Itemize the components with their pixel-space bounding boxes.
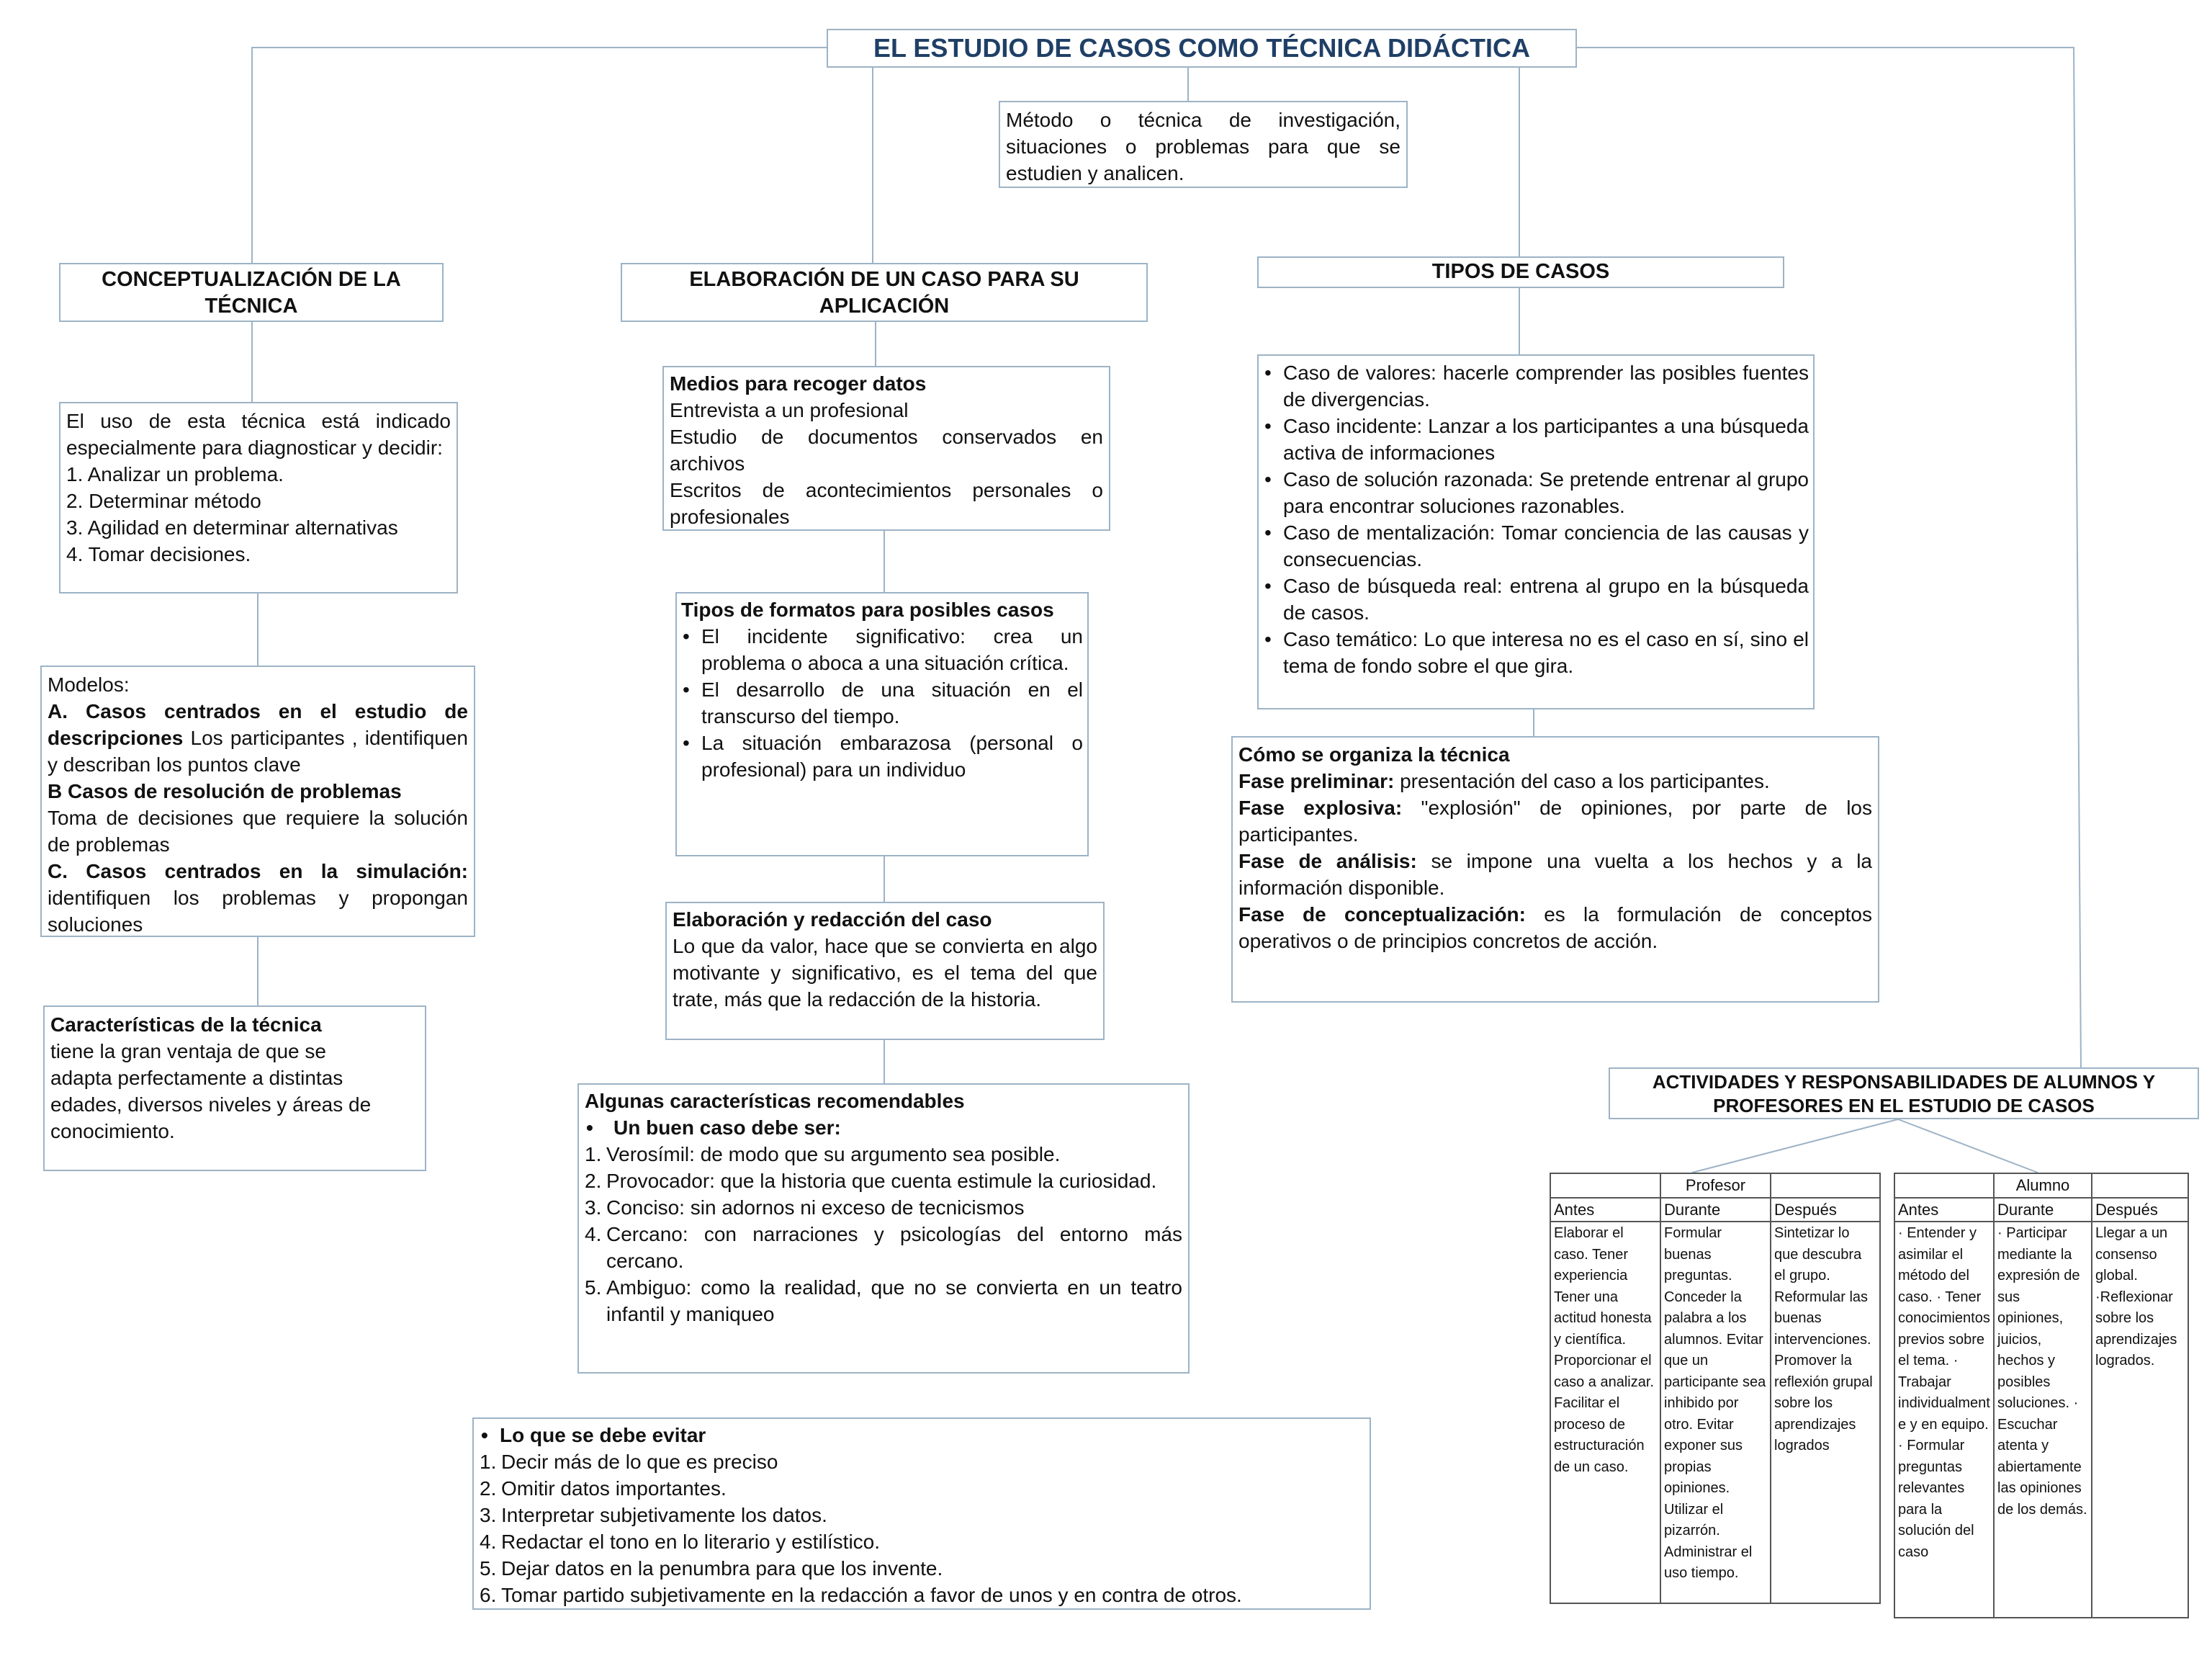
profesor-durante-cell: Formular buenas preguntas. Conceder la palabra a los alumnos. Evitar que un participante sea inhibido por otro. Evitar exponer sus propias opiniones. Utilizar el pizarrón. Administrar el uso tiempo. [1660, 1222, 1771, 1603]
medios-item: Entrevista a un profesional [670, 399, 909, 421]
uso-item: 2. Determinar método [66, 490, 261, 512]
alumno-label: Alumno [1994, 1173, 2092, 1198]
alumno-blank-cell [2092, 1173, 2188, 1198]
profesor-label: Profesor [1660, 1173, 1771, 1198]
profesor-antes-cell: Elaborar el caso. Tener experiencia Tener una actitud honesta y científica. Proporcionar el caso a analizar. Facilitar el proceso de estructuración de un caso. [1550, 1222, 1660, 1603]
caracteristicas-title: Características de la técnica [50, 1013, 322, 1036]
recomendable-item: 5. Ambiguo: como la realidad, que no se convierta en un teatro infantil y maniqueo [585, 1276, 1182, 1325]
modelo-c-text: identifiquen los problemas y propongan soluciones [48, 887, 468, 936]
alumno-antes-label: Antes [1894, 1198, 1994, 1222]
redaccion-title: Elaboración y redacción del caso [673, 908, 992, 931]
recomendable-item: 4. Cercano: con narraciones y psicologías del entorno más cercano. [585, 1223, 1182, 1272]
uso-item: 4. Tomar decisiones. [66, 543, 251, 565]
fase-item: Fase de conceptualización: es la formulación de conceptos operativos o de principios concretos de acción. [1238, 903, 1872, 952]
recomendables-box [577, 1083, 1190, 1374]
medios-item: Estudio de documentos conservados en archivos [670, 426, 1103, 475]
evitar-title: • Lo que se debe evitar [480, 1422, 1364, 1448]
modelo-b-title: B Casos de resolución de problemas [48, 780, 402, 802]
evitar-item: 4. Redactar el tono en lo literario y estilístico. [480, 1531, 881, 1553]
profesor-blank-cell [1771, 1173, 1880, 1198]
profesor-despues-cell: Sintetizar lo que descubra el grupo. Reformular las buenas intervenciones. Promover la reflexión grupal sobre los aprendizajes logrados [1771, 1222, 1880, 1603]
profesor-durante-label: Durante [1660, 1198, 1771, 1222]
profesor-blank-cell [1550, 1173, 1660, 1198]
page-title: EL ESTUDIO DE CASOS COMO TÉCNICA DIDÁCTICA [827, 29, 1577, 68]
alumno-durante-label: Durante [1994, 1198, 2092, 1222]
caracteristicas-text: tiene la gran ventaja de que se adapta perfectamente a distintas edades, diversos niveles y áreas de conocimiento. [50, 1040, 372, 1142]
connector-act-profesor [1692, 1119, 1898, 1173]
modelo-a-title: A. Casos centrados en el estudio de descripciones [48, 700, 468, 749]
formatos-item: • El desarrollo de una situación en el transcurso del tiempo. [681, 676, 1083, 730]
connector-act-alumno [1898, 1119, 2038, 1173]
uso-intro: El uso de esta técnica está indicado especialmente para diagnosticar y decidir: [66, 410, 451, 459]
formatos-item: • La situación embarazosa (personal o profesional) para un individuo [681, 730, 1083, 783]
tipo-item: • Caso incidente: Lanzar a los participantes a una búsqueda activa de informaciones [1263, 413, 1809, 466]
modelo-b-text: Toma de decisiones que requiere la solución de problemas [48, 807, 468, 856]
formatos-box [675, 592, 1089, 856]
modelo-a-text: Los participantes , identifiquen y describan los puntos clave [48, 727, 468, 776]
evitar-item: 5. Dejar datos en la penumbra para que los invente. [480, 1557, 943, 1580]
alumno-despues-cell: Llegar a un consenso global. ·Reflexionar sobre los aprendizajes logrados. [2092, 1222, 2188, 1618]
medios-item: Escritos de acontecimientos personales o profesionales [670, 479, 1103, 528]
modelos-box [40, 666, 475, 937]
evitar-item: 1. Decir más de lo que es preciso [480, 1451, 778, 1473]
evitar-item: 3. Interpretar subjetivamente los datos. [480, 1504, 827, 1526]
profesor-despues-label: Después [1771, 1198, 1880, 1222]
tipo-item: • Caso de solución razonada: Se pretende entrenar al grupo para encontrar soluciones razonables. [1263, 466, 1809, 519]
medios-title: Medios para recoger datos [670, 372, 927, 395]
profesor-antes-label: Antes [1550, 1198, 1660, 1222]
tipo-item: • Caso de valores: hacerle comprender las posibles fuentes de divergencias. [1263, 359, 1809, 413]
tipo-item: • Caso de búsqueda real: entrena al grupo en la búsqueda de casos. [1263, 573, 1809, 626]
connector-title-left [252, 48, 827, 264]
uso-item: 3. Agilidad en determinar alternativas [66, 516, 398, 539]
fase-item: Fase preliminar: presentación del caso a los participantes. [1238, 770, 1770, 792]
recomendable-item: 3. Conciso: sin adornos ni exceso de tecnicismos [585, 1196, 1025, 1219]
tipos-list-box [1257, 354, 1815, 709]
formatos-item: • El incidente significativo: crea un problema o aboca a una situación crítica. [681, 623, 1083, 676]
organiza-box [1231, 736, 1879, 1003]
buen-caso-label: • Un buen caso debe ser: [585, 1114, 1182, 1141]
alumno-despues-label: Después [2092, 1198, 2188, 1222]
evitar-item: 2. Omitir datos importantes. [480, 1477, 727, 1500]
conceptualizacion-header: CONCEPTUALIZACIÓN DE LA TÉCNICA [59, 263, 444, 322]
uso-box [59, 402, 458, 593]
caracteristicas-box [43, 1005, 426, 1171]
actividades-header: ACTIVIDADES Y RESPONSABILIDADES DE ALUMNOS Y PROFESORES EN EL ESTUDIO DE CASOS [1609, 1067, 2199, 1119]
modelo-b [48, 778, 468, 858]
organiza-title: Cómo se organiza la técnica [1238, 743, 1510, 766]
tipo-item: • Caso de mentalización: Tomar conciencia de las causas y consecuencias. [1263, 519, 1809, 573]
recomendable-item: 1. Verosímil: de modo que su argumento sea posible. [585, 1143, 1061, 1165]
modelo-a [48, 698, 468, 778]
tipos-header: TIPOS DE CASOS [1257, 256, 1784, 288]
alumno-blank-cell [1894, 1173, 1994, 1198]
profesor-table [1550, 1173, 1881, 1604]
medios-box [662, 366, 1110, 531]
redaccion-text: Lo que da valor, hace que se convierta en algo motivante y significativo, es el tema del que trate, más que la redacción de la historia. [673, 935, 1097, 1011]
redaccion-box [665, 902, 1105, 1040]
alumno-durante-cell: · Participar mediante la expresión de sus opiniones, juicios, hechos y posibles soluciones. · Escuchar atenta y abiertamente las opiniones de los demás. [1994, 1222, 2092, 1618]
fase-item: Fase explosiva: "explosión" de opiniones, por parte de los participantes. [1238, 797, 1872, 846]
tipo-item: • Caso temático: Lo que interesa no es el caso en sí, sino el tema de fondo sobre el que gira. [1263, 626, 1809, 679]
definition-box: Método o técnica de investigación, situaciones o problemas para que se estudien y analicen. [999, 101, 1408, 188]
evitar-box [472, 1417, 1371, 1610]
evitar-item: 6. Tomar partido subjetivamente en la redacción a favor de unos y en contra de otros. [480, 1584, 1242, 1606]
alumno-antes-cell: · Entender y asimilar el método del caso. · Tener conocimientos previos sobre el tema. · Trabajar individualmente y en equipo. · Formular preguntas relevantes para la solución del caso [1894, 1222, 1994, 1618]
modelos-label: Modelos: [48, 673, 130, 696]
recomendable-item: 2. Provocador: que la historia que cuenta estimule la curiosidad. [585, 1170, 1157, 1192]
modelo-c-title: C. Casos centrados en la simulación: [48, 860, 468, 882]
recomendables-title: Algunas características recomendables [585, 1090, 965, 1112]
elaboracion-header: ELABORACIÓN DE UN CASO PARA SU APLICACIÓN [621, 263, 1148, 322]
uso-item: 1. Analizar un problema. [66, 463, 284, 485]
fase-item: Fase de análisis: se impone una vuelta a los hechos y a la información disponible. [1238, 850, 1873, 899]
alumno-table [1894, 1173, 2189, 1618]
formatos-title: Tipos de formatos para posibles casos [681, 599, 1054, 621]
modelo-c [48, 858, 468, 938]
